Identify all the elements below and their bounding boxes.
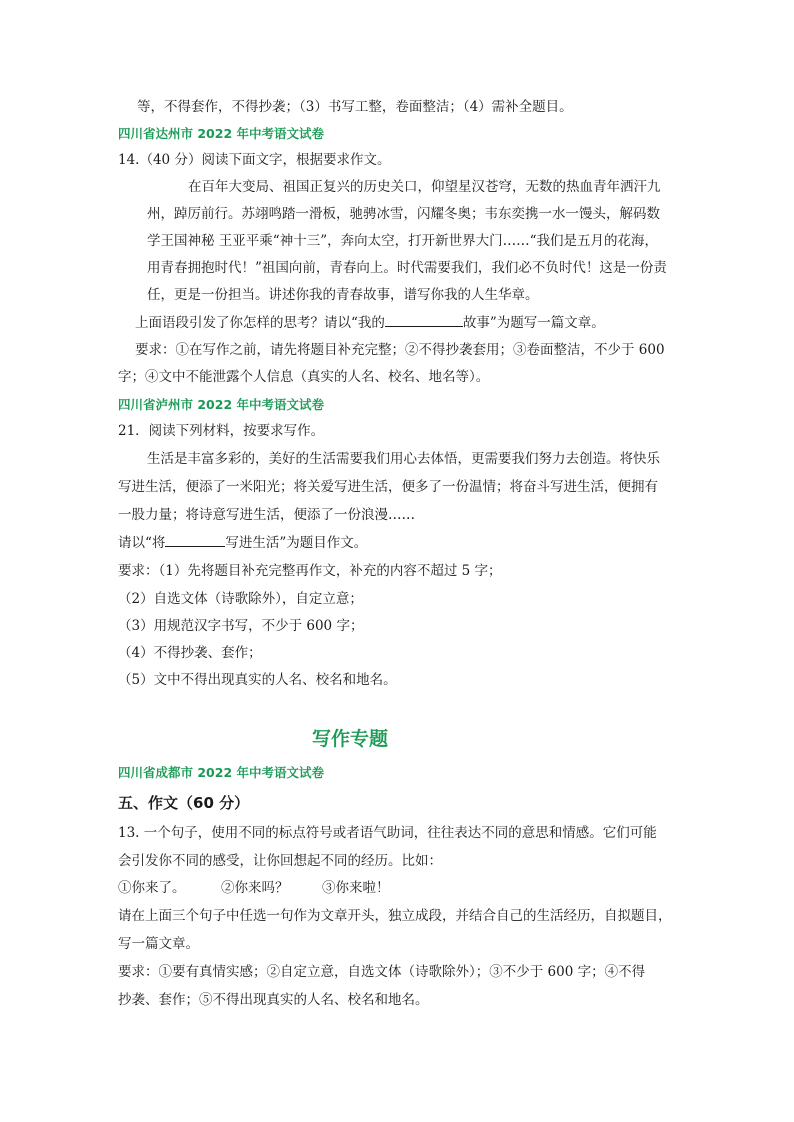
luzhou-passage-line: 写进生活，便添了一米阳光；将关爱写进生活，便多了一份温情；将奋斗写进生活，便拥有	[118, 479, 658, 495]
chengdu-requirement-line: 抄袭、套作；⑤不得出现真实的人名、校名和地名。	[118, 992, 429, 1008]
dazhou-prompt	[135, 313, 605, 333]
luzhou-requirement-line: 要求：（1）先将题目补充完整再作文，补充的内容不超过 5 字；	[118, 563, 502, 579]
chengdu-option: ②你来吗？	[221, 880, 289, 896]
luzhou-requirement-line: （3）用规范汉字书写，不少于 600 字；	[118, 618, 364, 634]
luzhou-requirement-line: （5）文中不得出现真实的人名、校名和地名。	[118, 672, 397, 688]
dazhou-passage-line: 州，踔厉前行。苏翊鸣踏一滑板，驰骋冰雪，闪耀冬奥；韦东奕携一水一馒头，解码数	[147, 206, 660, 222]
chengdu-instruction-line: 写一篇文章。	[118, 936, 199, 952]
title-blank	[385, 314, 463, 327]
luzhou-passage-line: 生活是丰富多彩的，美好的生活需要我们用心去体悟，更需要我们努力去创造。将快乐	[147, 451, 660, 467]
chengdu-intro-line: 会引发你不同的感受，让你回想起不同的经历。比如：	[118, 853, 442, 869]
dazhou-passage-line: 任，更是一份担当。讲述你我的青春故事，谱写你我的人生华章。	[147, 287, 539, 303]
chengdu-section-title: 五、作文（60 分）	[118, 794, 250, 812]
luzhou-passage-line: 一股力量；将诗意写进生活，便添了一份浪漫……	[118, 507, 415, 523]
dazhou-requirement-line: 字；④文中不能泄露个人信息（真实的人名、校名、地名等）。	[118, 369, 490, 385]
chengdu-instruction-line: 请在上面三个句子中任选一句作为文章开头，独立成段，并结合自己的生活经历，自拟题目，	[118, 908, 672, 924]
luzhou-prompt-after: 写进生活”为题目作文。	[225, 535, 368, 551]
luzhou-requirement-line: （4）不得抄袭、套作；	[118, 645, 262, 661]
section-heading: 写作专题	[312, 728, 389, 750]
title-blank	[165, 534, 225, 547]
dazhou-passage-line: 学王国神秘 王亚平乘“神十三”，奔向太空，打开新世界大门……“我们是五月的花海，	[147, 233, 658, 249]
luzhou-question-title: 21．阅读下列材料，按要求写作。	[118, 423, 325, 439]
chengdu-source-label: 四川省成都市 2022 年中考语文试卷	[118, 765, 324, 780]
chengdu-intro-line: 13. 一个句子，使用不同的标点符号或者语气助词，往往表达不同的意思和情感。它们可能	[118, 825, 657, 841]
dazhou-source-label: 四川省达州市 2022 年中考语文试卷	[118, 126, 324, 141]
chengdu-option: ①你来了。	[118, 880, 186, 896]
chengdu-requirement-line: 要求：①要有真情实感；②自定立意，自选文体（诗歌除外）；③不少于 600 字；④不得	[118, 964, 646, 980]
dazhou-requirement-line: 要求：①在写作之前，请先将题目补充完整；②不得抄袭套用；③卷面整洁，不少于 600	[135, 342, 665, 358]
luzhou-requirement-line: （2）自选文体（诗歌除外），自定立意；	[118, 591, 363, 607]
dazhou-question-title: 14.（40 分）阅读下面文字，根据要求作文。	[118, 152, 391, 168]
dazhou-passage-line: 用青春拥抱时代！”祖国向前，青春向上。时代需要我们，我们必不负时代！这是一份责	[147, 260, 667, 276]
luzhou-source-label: 四川省泸州市 2022 年中考语文试卷	[118, 397, 324, 412]
luzhou-prompt-before: 请以“将	[118, 535, 166, 551]
dazhou-prompt-after: 故事”为题写一篇文章。	[462, 315, 605, 331]
continued-requirement-line: 等，不得套作，不得抄袭；（3）书写工整，卷面整洁；（4）需补全题目。	[137, 99, 573, 115]
luzhou-prompt	[118, 533, 367, 553]
chengdu-option: ③你来啦！	[322, 880, 390, 896]
dazhou-passage-line: 在百年大变局、祖国正复兴的历史关口，仰望星汉苍穹，无数的热血青年洒汗九	[188, 179, 661, 195]
dazhou-prompt-before: 上面语段引发了你怎样的思考？请以“我的	[135, 315, 385, 331]
